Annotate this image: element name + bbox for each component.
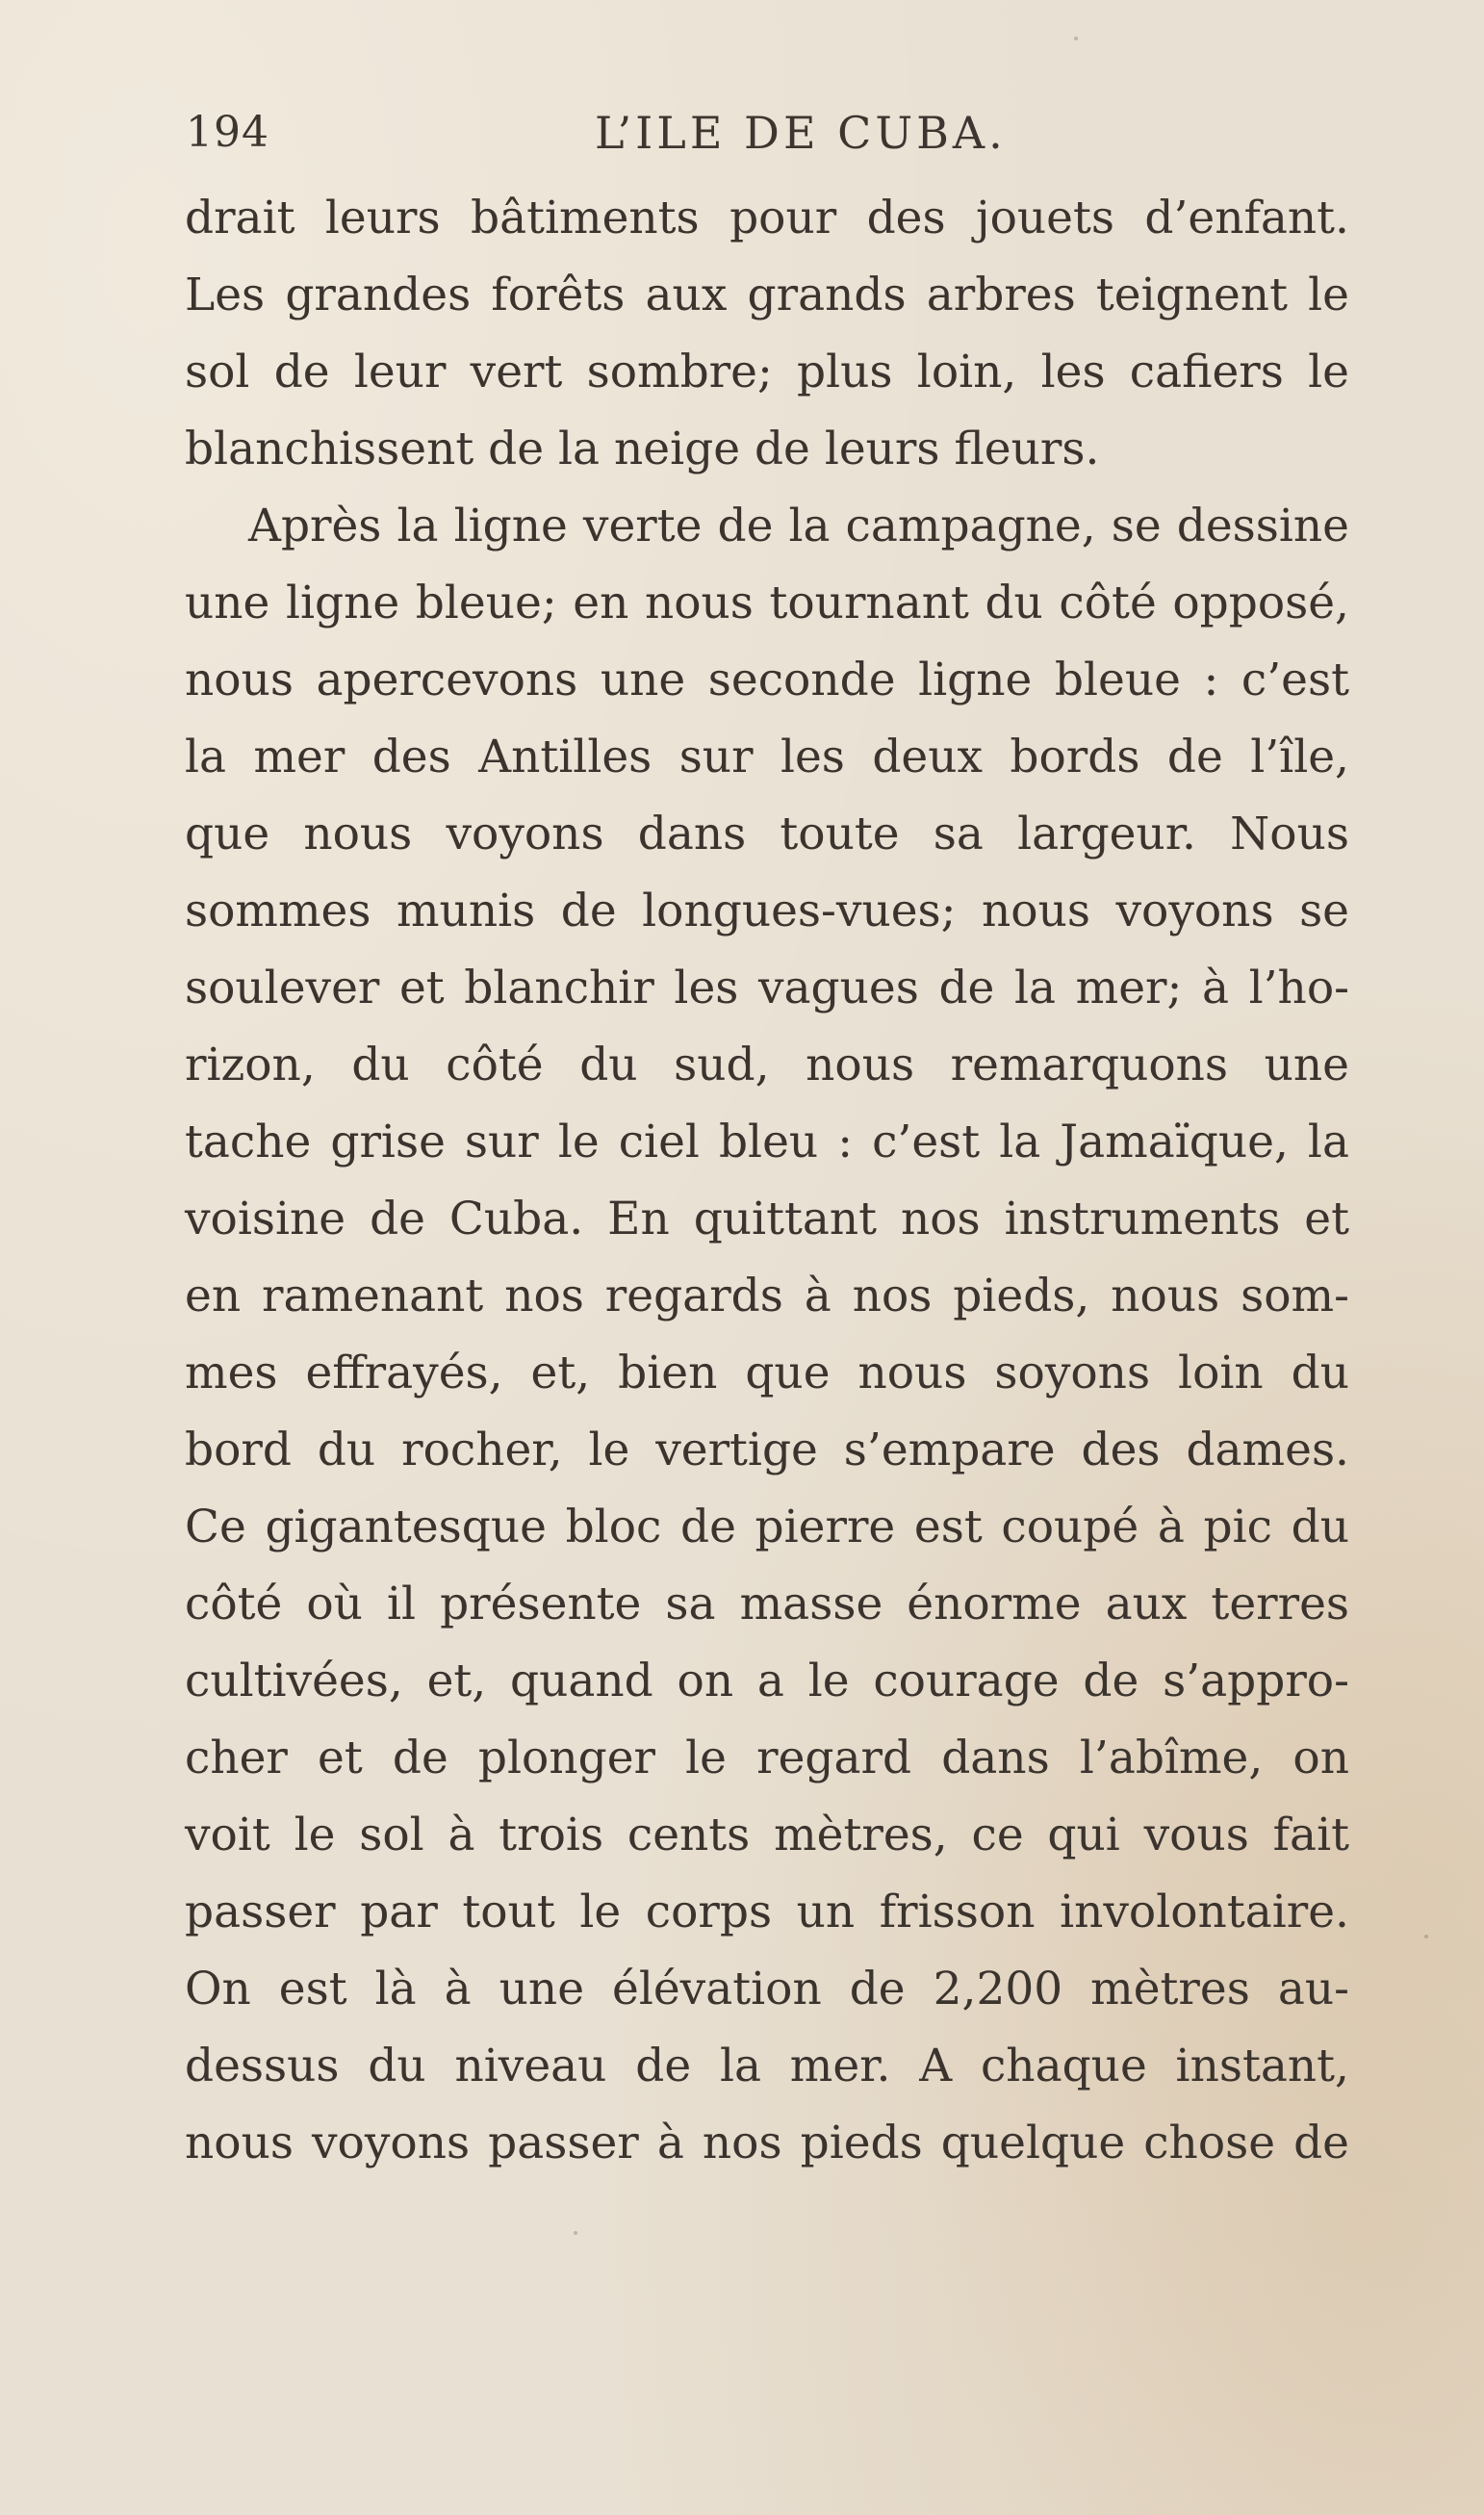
text-line: la mer des Antilles sur les deux bords de l’île, xyxy=(185,731,1349,783)
text-line: drait leurs bâtiments pour des jouets d’enfant. xyxy=(185,192,1349,244)
text-line: dessus du niveau de la mer. A chaque instant, xyxy=(185,2040,1349,2092)
paper-speck xyxy=(574,2231,577,2235)
text-line: que nous voyons dans toute sa largeur. Nous xyxy=(185,808,1349,860)
text-line: soulever et blanchir les vagues de la mer; à l’ho- xyxy=(185,962,1349,1014)
text-line: cultivées, et, quand on a le courage de s’appro- xyxy=(185,1655,1349,1707)
text-line: en ramenant nos regards à nos pieds, nous som- xyxy=(185,1270,1349,1322)
page-header xyxy=(186,104,1350,162)
text-line: rizon, du côté du sud, nous remarquons une xyxy=(185,1039,1349,1091)
text-line: voisine de Cuba. En quittant nos instruments et xyxy=(185,1193,1349,1245)
text-line: nous apercevons une seconde ligne bleue : c’est xyxy=(185,654,1349,706)
paragraph-continued xyxy=(185,180,1349,488)
text-line: cher et de plonger le regard dans l’abîme, on xyxy=(185,1732,1349,1784)
text-line: sol de leur vert sombre; plus loin, les cafiers le xyxy=(185,346,1349,398)
text-line: Les grandes forêts aux grands arbres teignent le xyxy=(185,269,1349,321)
text-line: blanchissent de la neige de leurs fleurs. xyxy=(185,423,1100,475)
text-line: tache grise sur le ciel bleu : c’est la Jamaïque, la xyxy=(185,1116,1349,1168)
text-line: une ligne bleue; en nous tournant du côté opposé, xyxy=(185,577,1349,629)
page-number: 194 xyxy=(186,108,269,157)
body-text xyxy=(185,180,1349,2182)
text-line: On est là à une élévation de 2,200 mètres au- xyxy=(185,1963,1349,2015)
paragraph-summit-view xyxy=(185,488,1349,2182)
text-line: nous voyons passer à nos pieds quelque chose de xyxy=(185,2117,1349,2169)
text-line: côté où il présente sa masse énorme aux terres xyxy=(185,1578,1349,1630)
text-line: voit le sol à trois cents mètres, ce qui vous fait xyxy=(185,1809,1349,1861)
text-line: Après la ligne verte de la campagne, se dessine xyxy=(248,500,1349,552)
running-title: L’ILE DE CUBA. xyxy=(595,107,1007,159)
text-line: sommes munis de longues-vues; nous voyons se xyxy=(185,885,1349,937)
paper-speck xyxy=(1424,1935,1428,1938)
text-line: bord du rocher, le vertige s’empare des dames. xyxy=(185,1424,1349,1476)
text-line: mes effrayés, et, bien que nous soyons loin du xyxy=(185,1347,1349,1399)
text-line: passer par tout le corps un frisson involontaire. xyxy=(185,1886,1349,1938)
paper-speck xyxy=(1074,37,1078,40)
text-line: Ce gigantesque bloc de pierre est coupé à pic du xyxy=(185,1501,1349,1553)
